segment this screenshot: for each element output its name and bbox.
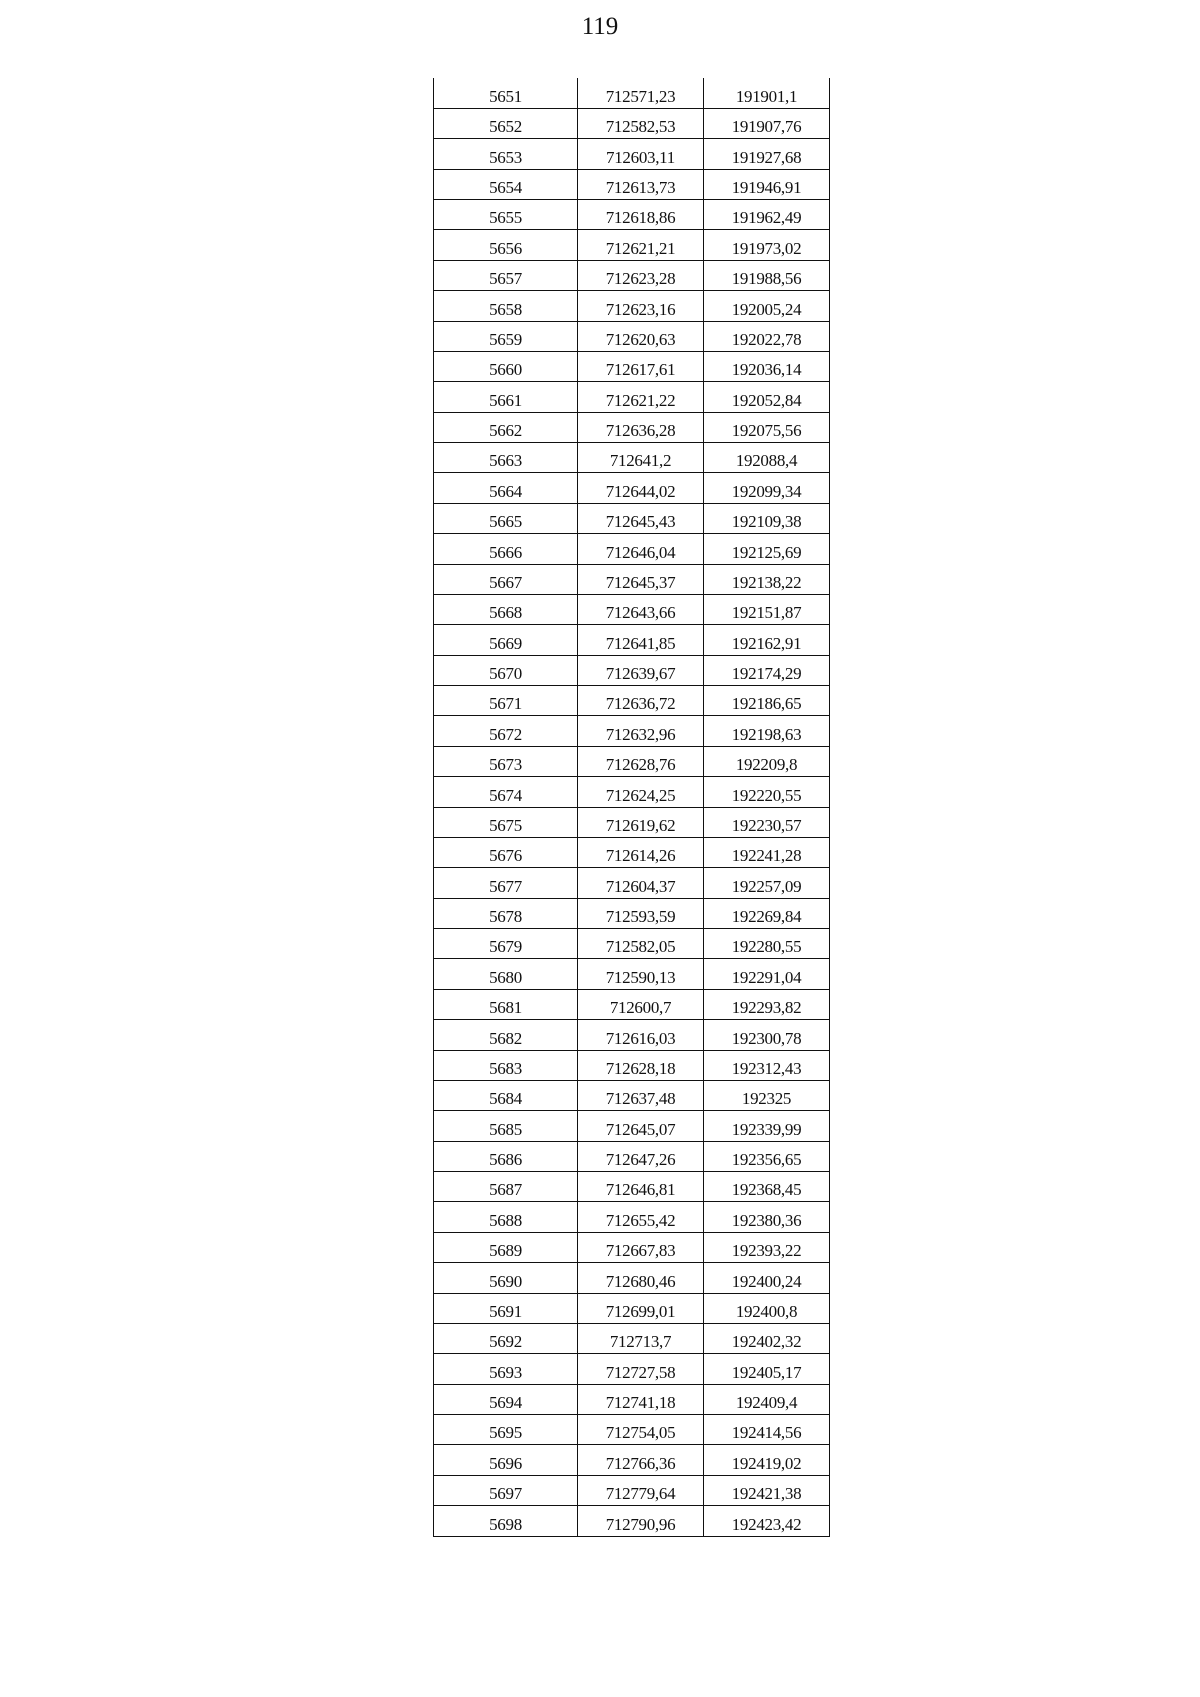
x-coordinate-cell: 712727,58 <box>578 1354 704 1384</box>
point-number-cell: 5698 <box>434 1506 578 1536</box>
x-coordinate-cell: 712680,46 <box>578 1263 704 1293</box>
y-coordinate-cell: 192075,56 <box>704 412 830 442</box>
y-coordinate-cell: 192421,38 <box>704 1475 830 1505</box>
table-row <box>434 746 830 776</box>
y-coordinate-cell: 192052,84 <box>704 382 830 412</box>
point-number-cell: 5666 <box>434 534 578 564</box>
table-row <box>434 1080 830 1110</box>
table-row <box>434 868 830 898</box>
x-coordinate-cell: 712637,48 <box>578 1080 704 1110</box>
y-coordinate-cell: 192409,4 <box>704 1384 830 1414</box>
x-coordinate-cell: 712590,13 <box>578 959 704 989</box>
table-row <box>434 351 830 381</box>
x-coordinate-cell: 712616,03 <box>578 1020 704 1050</box>
y-coordinate-cell: 191946,91 <box>704 169 830 199</box>
y-coordinate-cell: 192419,02 <box>704 1445 830 1475</box>
x-coordinate-cell: 712600,7 <box>578 989 704 1019</box>
x-coordinate-cell: 712620,63 <box>578 321 704 351</box>
table-row <box>434 473 830 503</box>
x-coordinate-cell: 712623,16 <box>578 291 704 321</box>
table-row <box>434 108 830 138</box>
y-coordinate-cell: 192312,43 <box>704 1050 830 1080</box>
table-row <box>434 382 830 412</box>
table-row <box>434 929 830 959</box>
x-coordinate-cell: 712603,11 <box>578 139 704 169</box>
point-number-cell: 5672 <box>434 716 578 746</box>
table-row <box>434 1111 830 1141</box>
table-row <box>434 291 830 321</box>
y-coordinate-cell: 192356,65 <box>704 1141 830 1171</box>
point-number-cell: 5693 <box>434 1354 578 1384</box>
x-coordinate-cell: 712754,05 <box>578 1415 704 1445</box>
x-coordinate-cell: 712604,37 <box>578 868 704 898</box>
x-coordinate-cell: 712571,23 <box>578 78 704 108</box>
table-row <box>434 139 830 169</box>
table-row <box>434 534 830 564</box>
y-coordinate-cell: 192291,04 <box>704 959 830 989</box>
y-coordinate-cell: 191973,02 <box>704 230 830 260</box>
x-coordinate-cell: 712621,21 <box>578 230 704 260</box>
table-row <box>434 989 830 1019</box>
table-row <box>434 1323 830 1353</box>
y-coordinate-cell: 192400,8 <box>704 1293 830 1323</box>
point-number-cell: 5678 <box>434 898 578 928</box>
y-coordinate-cell: 192022,78 <box>704 321 830 351</box>
point-number-cell: 5683 <box>434 1050 578 1080</box>
point-number-cell: 5668 <box>434 594 578 624</box>
table-row <box>434 1506 830 1536</box>
point-number-cell: 5656 <box>434 230 578 260</box>
table-row <box>434 412 830 442</box>
x-coordinate-cell: 712617,61 <box>578 351 704 381</box>
table-row <box>434 1020 830 1050</box>
point-number-cell: 5651 <box>434 78 578 108</box>
table-row <box>434 169 830 199</box>
point-number-cell: 5682 <box>434 1020 578 1050</box>
y-coordinate-cell: 192099,34 <box>704 473 830 503</box>
coordinates-table <box>433 78 830 1537</box>
x-coordinate-cell: 712779,64 <box>578 1475 704 1505</box>
table-row <box>434 686 830 716</box>
point-number-cell: 5670 <box>434 655 578 685</box>
y-coordinate-cell: 192402,32 <box>704 1323 830 1353</box>
point-number-cell: 5679 <box>434 929 578 959</box>
table-row <box>434 1415 830 1445</box>
point-number-cell: 5689 <box>434 1232 578 1262</box>
table-row <box>434 260 830 290</box>
table-row <box>434 594 830 624</box>
y-coordinate-cell: 191907,76 <box>704 108 830 138</box>
point-number-cell: 5669 <box>434 625 578 655</box>
table-row <box>434 1293 830 1323</box>
x-coordinate-cell: 712613,73 <box>578 169 704 199</box>
x-coordinate-cell: 712636,28 <box>578 412 704 442</box>
point-number-cell: 5688 <box>434 1202 578 1232</box>
x-coordinate-cell: 712699,01 <box>578 1293 704 1323</box>
y-coordinate-cell: 192151,87 <box>704 594 830 624</box>
point-number-cell: 5694 <box>434 1384 578 1414</box>
x-coordinate-cell: 712647,26 <box>578 1141 704 1171</box>
x-coordinate-cell: 712741,18 <box>578 1384 704 1414</box>
point-number-cell: 5676 <box>434 837 578 867</box>
point-number-cell: 5684 <box>434 1080 578 1110</box>
y-coordinate-cell: 192339,99 <box>704 1111 830 1141</box>
y-coordinate-cell: 192368,45 <box>704 1172 830 1202</box>
x-coordinate-cell: 712645,43 <box>578 503 704 533</box>
y-coordinate-cell: 192405,17 <box>704 1354 830 1384</box>
y-coordinate-cell: 192138,22 <box>704 564 830 594</box>
x-coordinate-cell: 712644,02 <box>578 473 704 503</box>
x-coordinate-cell: 712621,22 <box>578 382 704 412</box>
x-coordinate-cell: 712628,76 <box>578 746 704 776</box>
point-number-cell: 5685 <box>434 1111 578 1141</box>
y-coordinate-cell: 192400,24 <box>704 1263 830 1293</box>
point-number-cell: 5690 <box>434 1263 578 1293</box>
table-row <box>434 1263 830 1293</box>
table-row <box>434 321 830 351</box>
point-number-cell: 5686 <box>434 1141 578 1171</box>
y-coordinate-cell: 192393,22 <box>704 1232 830 1262</box>
table-row <box>434 898 830 928</box>
y-coordinate-cell: 192220,55 <box>704 777 830 807</box>
table-row <box>434 807 830 837</box>
point-number-cell: 5665 <box>434 503 578 533</box>
y-coordinate-cell: 192186,65 <box>704 686 830 716</box>
table-row <box>434 716 830 746</box>
table-row <box>434 777 830 807</box>
y-coordinate-cell: 191927,68 <box>704 139 830 169</box>
x-coordinate-cell: 712655,42 <box>578 1202 704 1232</box>
table-row <box>434 625 830 655</box>
x-coordinate-cell: 712713,7 <box>578 1323 704 1353</box>
y-coordinate-cell: 192257,09 <box>704 868 830 898</box>
y-coordinate-cell: 192325 <box>704 1080 830 1110</box>
x-coordinate-cell: 712624,25 <box>578 777 704 807</box>
point-number-cell: 5687 <box>434 1172 578 1202</box>
point-number-cell: 5655 <box>434 200 578 230</box>
x-coordinate-cell: 712645,37 <box>578 564 704 594</box>
x-coordinate-cell: 712645,07 <box>578 1111 704 1141</box>
point-number-cell: 5696 <box>434 1445 578 1475</box>
point-number-cell: 5657 <box>434 260 578 290</box>
point-number-cell: 5692 <box>434 1323 578 1353</box>
table-row <box>434 1050 830 1080</box>
x-coordinate-cell: 712582,05 <box>578 929 704 959</box>
x-coordinate-cell: 712618,86 <box>578 200 704 230</box>
point-number-cell: 5664 <box>434 473 578 503</box>
point-number-cell: 5663 <box>434 443 578 473</box>
y-coordinate-cell: 192269,84 <box>704 898 830 928</box>
x-coordinate-cell: 712593,59 <box>578 898 704 928</box>
y-coordinate-cell: 192380,36 <box>704 1202 830 1232</box>
coordinates-table-body <box>434 78 830 1536</box>
y-coordinate-cell: 192174,29 <box>704 655 830 685</box>
table-row <box>434 1475 830 1505</box>
page-number: 119 <box>581 13 619 40</box>
point-number-cell: 5659 <box>434 321 578 351</box>
table-row <box>434 837 830 867</box>
y-coordinate-cell: 191901,1 <box>704 78 830 108</box>
y-coordinate-cell: 192280,55 <box>704 929 830 959</box>
x-coordinate-cell: 712614,26 <box>578 837 704 867</box>
point-number-cell: 5697 <box>434 1475 578 1505</box>
y-coordinate-cell: 191962,49 <box>704 200 830 230</box>
table-row <box>434 503 830 533</box>
y-coordinate-cell: 192088,4 <box>704 443 830 473</box>
point-number-cell: 5675 <box>434 807 578 837</box>
point-number-cell: 5674 <box>434 777 578 807</box>
table-row <box>434 230 830 260</box>
y-coordinate-cell: 192230,57 <box>704 807 830 837</box>
y-coordinate-cell: 192125,69 <box>704 534 830 564</box>
x-coordinate-cell: 712582,53 <box>578 108 704 138</box>
table-row <box>434 959 830 989</box>
point-number-cell: 5662 <box>434 412 578 442</box>
table-row <box>434 200 830 230</box>
table-row <box>434 1141 830 1171</box>
x-coordinate-cell: 712628,18 <box>578 1050 704 1080</box>
point-number-cell: 5677 <box>434 868 578 898</box>
x-coordinate-cell: 712619,62 <box>578 807 704 837</box>
table-row <box>434 1202 830 1232</box>
x-coordinate-cell: 712632,96 <box>578 716 704 746</box>
point-number-cell: 5658 <box>434 291 578 321</box>
point-number-cell: 5660 <box>434 351 578 381</box>
x-coordinate-cell: 712636,72 <box>578 686 704 716</box>
table-row <box>434 78 830 108</box>
y-coordinate-cell: 192300,78 <box>704 1020 830 1050</box>
x-coordinate-cell: 712646,81 <box>578 1172 704 1202</box>
point-number-cell: 5681 <box>434 989 578 1019</box>
y-coordinate-cell: 192198,63 <box>704 716 830 746</box>
x-coordinate-cell: 712643,66 <box>578 594 704 624</box>
x-coordinate-cell: 712766,36 <box>578 1445 704 1475</box>
point-number-cell: 5667 <box>434 564 578 594</box>
y-coordinate-cell: 192423,42 <box>704 1506 830 1536</box>
table-row <box>434 443 830 473</box>
table-row <box>434 1445 830 1475</box>
table-row <box>434 655 830 685</box>
y-coordinate-cell: 192162,91 <box>704 625 830 655</box>
table-row <box>434 1172 830 1202</box>
x-coordinate-cell: 712639,67 <box>578 655 704 685</box>
table-row <box>434 1232 830 1262</box>
point-number-cell: 5695 <box>434 1415 578 1445</box>
point-number-cell: 5673 <box>434 746 578 776</box>
y-coordinate-cell: 192209,8 <box>704 746 830 776</box>
point-number-cell: 5680 <box>434 959 578 989</box>
x-coordinate-cell: 712790,96 <box>578 1506 704 1536</box>
point-number-cell: 5653 <box>434 139 578 169</box>
y-coordinate-cell: 192005,24 <box>704 291 830 321</box>
point-number-cell: 5691 <box>434 1293 578 1323</box>
table-row <box>434 1384 830 1414</box>
y-coordinate-cell: 192293,82 <box>704 989 830 1019</box>
y-coordinate-cell: 192109,38 <box>704 503 830 533</box>
x-coordinate-cell: 712641,2 <box>578 443 704 473</box>
x-coordinate-cell: 712667,83 <box>578 1232 704 1262</box>
point-number-cell: 5652 <box>434 108 578 138</box>
x-coordinate-cell: 712646,04 <box>578 534 704 564</box>
table-row <box>434 1354 830 1384</box>
y-coordinate-cell: 192414,56 <box>704 1415 830 1445</box>
point-number-cell: 5654 <box>434 169 578 199</box>
x-coordinate-cell: 712641,85 <box>578 625 704 655</box>
point-number-cell: 5661 <box>434 382 578 412</box>
y-coordinate-cell: 192036,14 <box>704 351 830 381</box>
y-coordinate-cell: 192241,28 <box>704 837 830 867</box>
table-row <box>434 564 830 594</box>
point-number-cell: 5671 <box>434 686 578 716</box>
y-coordinate-cell: 191988,56 <box>704 260 830 290</box>
x-coordinate-cell: 712623,28 <box>578 260 704 290</box>
